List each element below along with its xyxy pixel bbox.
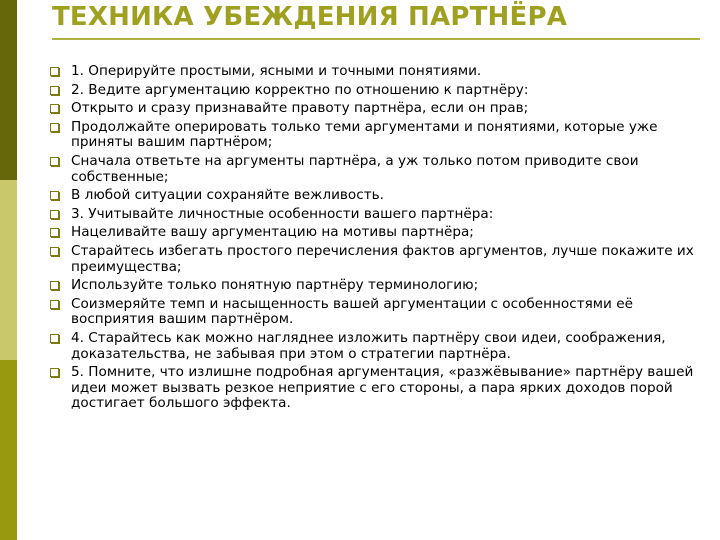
- square-bullet-icon: [50, 368, 59, 377]
- bullet-item: [46, 244, 706, 275]
- square-bullet-icon: [50, 67, 59, 76]
- bullet-text: Старайтесь избегать простого перечисления фактов аргументов, лучше покажите их преимущества;: [71, 242, 694, 275]
- square-bullet-icon: [50, 300, 59, 309]
- bullet-text: 5. Помните, что излишне подробная аргументация, «разжёвывание» партнёру вашей идеи может вызвать резкое неприятие с его стороны, а пара ярких доходов порой достигает большого эффекта.: [71, 364, 694, 412]
- bullet-item: [46, 83, 706, 99]
- bullet-item: [46, 120, 706, 151]
- square-bullet-icon: [50, 157, 59, 166]
- bullet-text: 4. Старайтесь как можно нагляднее изложить партнёру свои идеи, соображения, доказательства, не забывая при этом о стратегии партнёра.: [71, 329, 666, 362]
- square-bullet-icon: [50, 123, 59, 132]
- bullet-text: Сначала ответьте на аргументы партнёра, а уж только потом приводите свои собственные;: [71, 152, 639, 185]
- bullet-text: Нацеливайте вашу аргументацию на мотивы партнёра;: [71, 224, 474, 241]
- bullet-item: [46, 297, 706, 328]
- square-bullet-icon: [50, 247, 59, 256]
- square-bullet-icon: [50, 281, 59, 290]
- square-bullet-icon: [50, 191, 59, 200]
- bullet-item: [46, 188, 706, 204]
- square-bullet-icon: [50, 334, 59, 343]
- bullet-item: [46, 278, 706, 294]
- bullet-item: [46, 225, 706, 241]
- bullet-text: 2. Ведите аргументацию корректно по отношению к партнёру:: [71, 81, 529, 98]
- square-bullet-icon: [50, 228, 59, 237]
- side-bar-top-segment: [0, 0, 17, 180]
- bullet-text: Продолжайте оперировать только теми аргументами и понятиями, которые уже приняты вашим партнёром;: [71, 118, 658, 151]
- bullet-text: В любой ситуации сохраняйте вежливость.: [71, 187, 384, 204]
- bullet-text: Используйте только понятную партнёру терминологию;: [71, 277, 479, 294]
- side-bar-bottom-segment: [0, 360, 17, 540]
- square-bullet-icon: [50, 86, 59, 95]
- bullet-text: 3. Учитывайте личностные особенности вашего партнёра:: [71, 205, 494, 222]
- side-bar-middle-segment: [0, 180, 17, 360]
- bullet-list: [46, 64, 706, 415]
- bullet-item: [46, 365, 706, 412]
- bullet-item: [46, 207, 706, 223]
- side-accent-bar: [0, 0, 17, 540]
- bullet-text: 1. Оперируйте простыми, ясными и точными понятиями.: [71, 63, 482, 79]
- square-bullet-icon: [50, 104, 59, 113]
- bullet-text: Открыто и сразу признавайте правоту партнёра, если он прав;: [71, 100, 529, 117]
- bullet-item: [46, 101, 706, 117]
- bullet-item: [46, 154, 706, 185]
- bullet-item: [46, 331, 706, 362]
- bullet-text: Соизмеряйте темп и насыщенность вашей аргументации с особенностями её восприятия вашим партнёром.: [71, 295, 633, 328]
- square-bullet-icon: [50, 210, 59, 219]
- slide-title: ТЕХНИКА УБЕЖДЕНИЯ ПАРТНЁРА: [52, 2, 568, 32]
- title-underline: [52, 38, 700, 40]
- bullet-item: [46, 64, 706, 80]
